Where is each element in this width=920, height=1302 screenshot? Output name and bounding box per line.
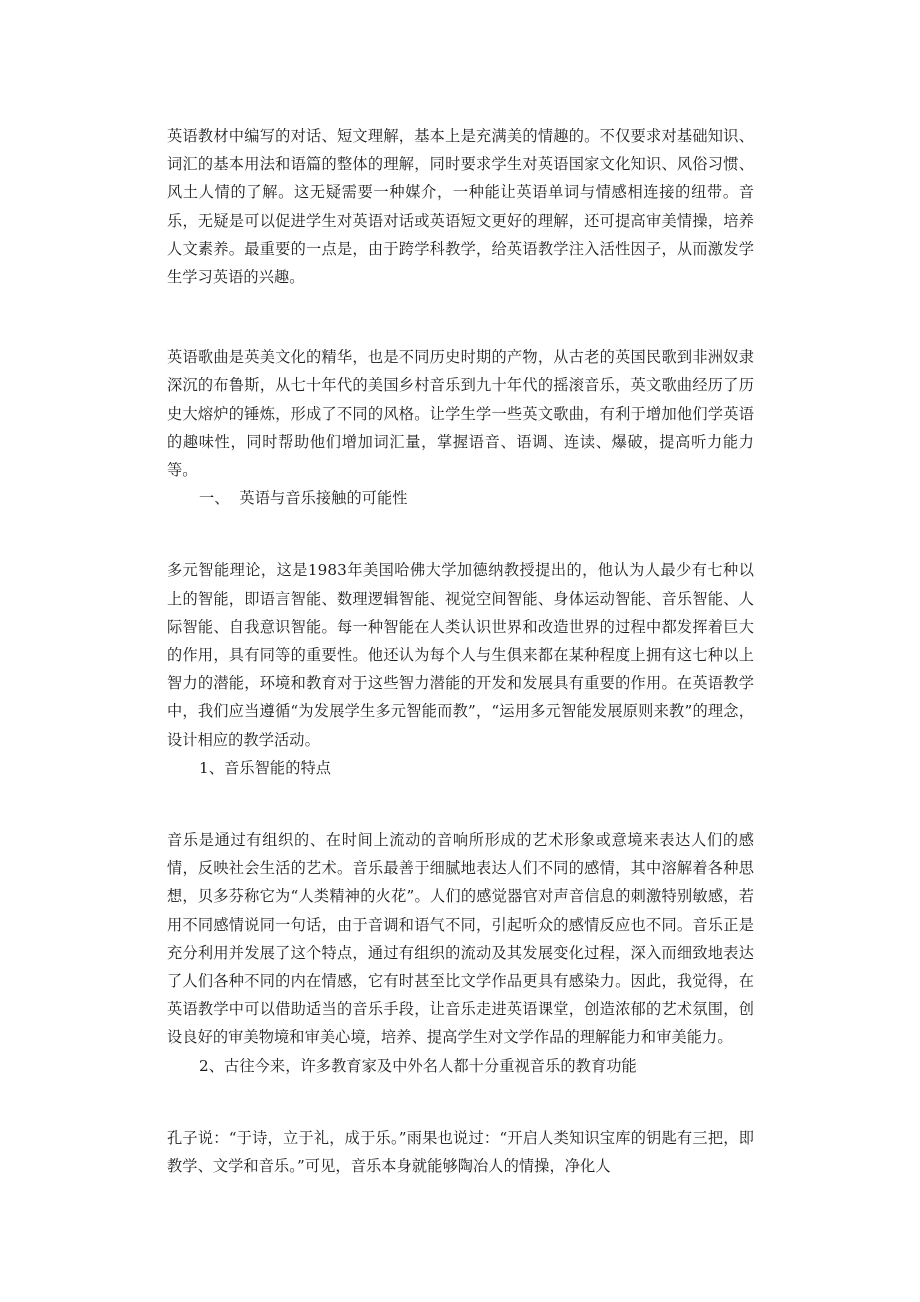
paragraph-multiple-intelligences: 多元智能理论，这是1983年美国哈佛大学加德纳教授提出的，他认为人最少有七种以上的智能，即语言智能、数理逻辑智能、视觉空间智能、身体运动智能、音乐智能、人际智能、自我意识智能。每一种智能在人类认识世界和改造世界的过程中都发挥着巨大的作用，具有同等的重要性。他还认为每个人与生俱来都在某种程度上拥有这七种以上智力的潜能，环境和教育对于这些智力潜能的开发和发展具有重要的作用。在英语教学中，我们应当遵循“为发展学生多元智能而教”，“运用多元智能发展原则来教”的理念，设计相应的教学活动。 [167, 561, 754, 749]
paragraph-english-songs: 英语歌曲是英美文化的精华，也是不同历史时期的产物，从古老的英国民歌到非洲奴隶深沉的布鲁斯，从七十年代的美国乡村音乐到九十年代的摇滚音乐，英文歌曲经历了历史大熔炉的锤炼，形成了不同的风格。让学生学一些英文歌曲，有利于增加他们学英语的趣味性，同时帮助他们增加词汇量，掌握语音、语调、连读、爆破，提高听力能力等。 [167, 348, 754, 480]
paragraph-confucius-quote: 孔子说：“于诗，立于礼，成于乐。”雨果也说过：“开启人类知识宝库的钥匙有三把，即教学、文学和音乐。”可见，音乐本身就能够陶冶人的情操，净化人 [167, 1128, 754, 1176]
heading-subsection-two: 2、古往今来，许多教育家及中外名人都十分重视音乐的教育功能 [199, 1056, 637, 1075]
heading-subsection-one: 1、音乐智能的特点 [199, 758, 332, 777]
paragraph-music-characteristics: 音乐是通过有组织的、在时间上流动的音响所形成的艺术形象或意境来表达人们的感情，反映社会生活的艺术。音乐最善于细腻地表达人们不同的感情，其中溶解着各种思想，贝多芬称它为“人类精神的火花”。人们的感觉器官对声音信息的刺激特别敏感，若用不同感情说同一句话，由于音调和语气不同，引起听众的感情反应也不同。音乐正是充分利用并发展了这个特点，通过有组织的流动及其发展变化过程，深入而细致地表达了人们各种不同的内在情感，它有时甚至比文学作品更具有感染力。因此，我觉得，在英语教学中可以借助适当的音乐手段，让音乐走进英语课堂，创造浓郁的艺术氛围，创设良好的审美物境和审美心境，培养、提高学生对文学作品的理解能力和审美能力。 [167, 831, 754, 1047]
heading-section-one: 一、 英语与音乐接触的可能性 [199, 489, 408, 508]
document-text-column [167, 122, 754, 1180]
paragraph-intro-textbook: 英语教材中编写的对话、短文理解，基本上是充满美的情趣的。不仅要求对基础知识、词汇的基本用法和语篇的整体的理解，同时要求学生对英语国家文化知识、风俗习惯、风土人情的了解。这无疑需要一种媒介，一种能让英语单词与情感相连接的纽带。音乐，无疑是可以促进学生对英语对话或英语短文更好的理解，还可提高审美情操，培养人文素养。最重要的一点是，由于跨学科教学，给英语教学注入活性因子，从而激发学生学习英语的兴趣。 [167, 127, 754, 287]
